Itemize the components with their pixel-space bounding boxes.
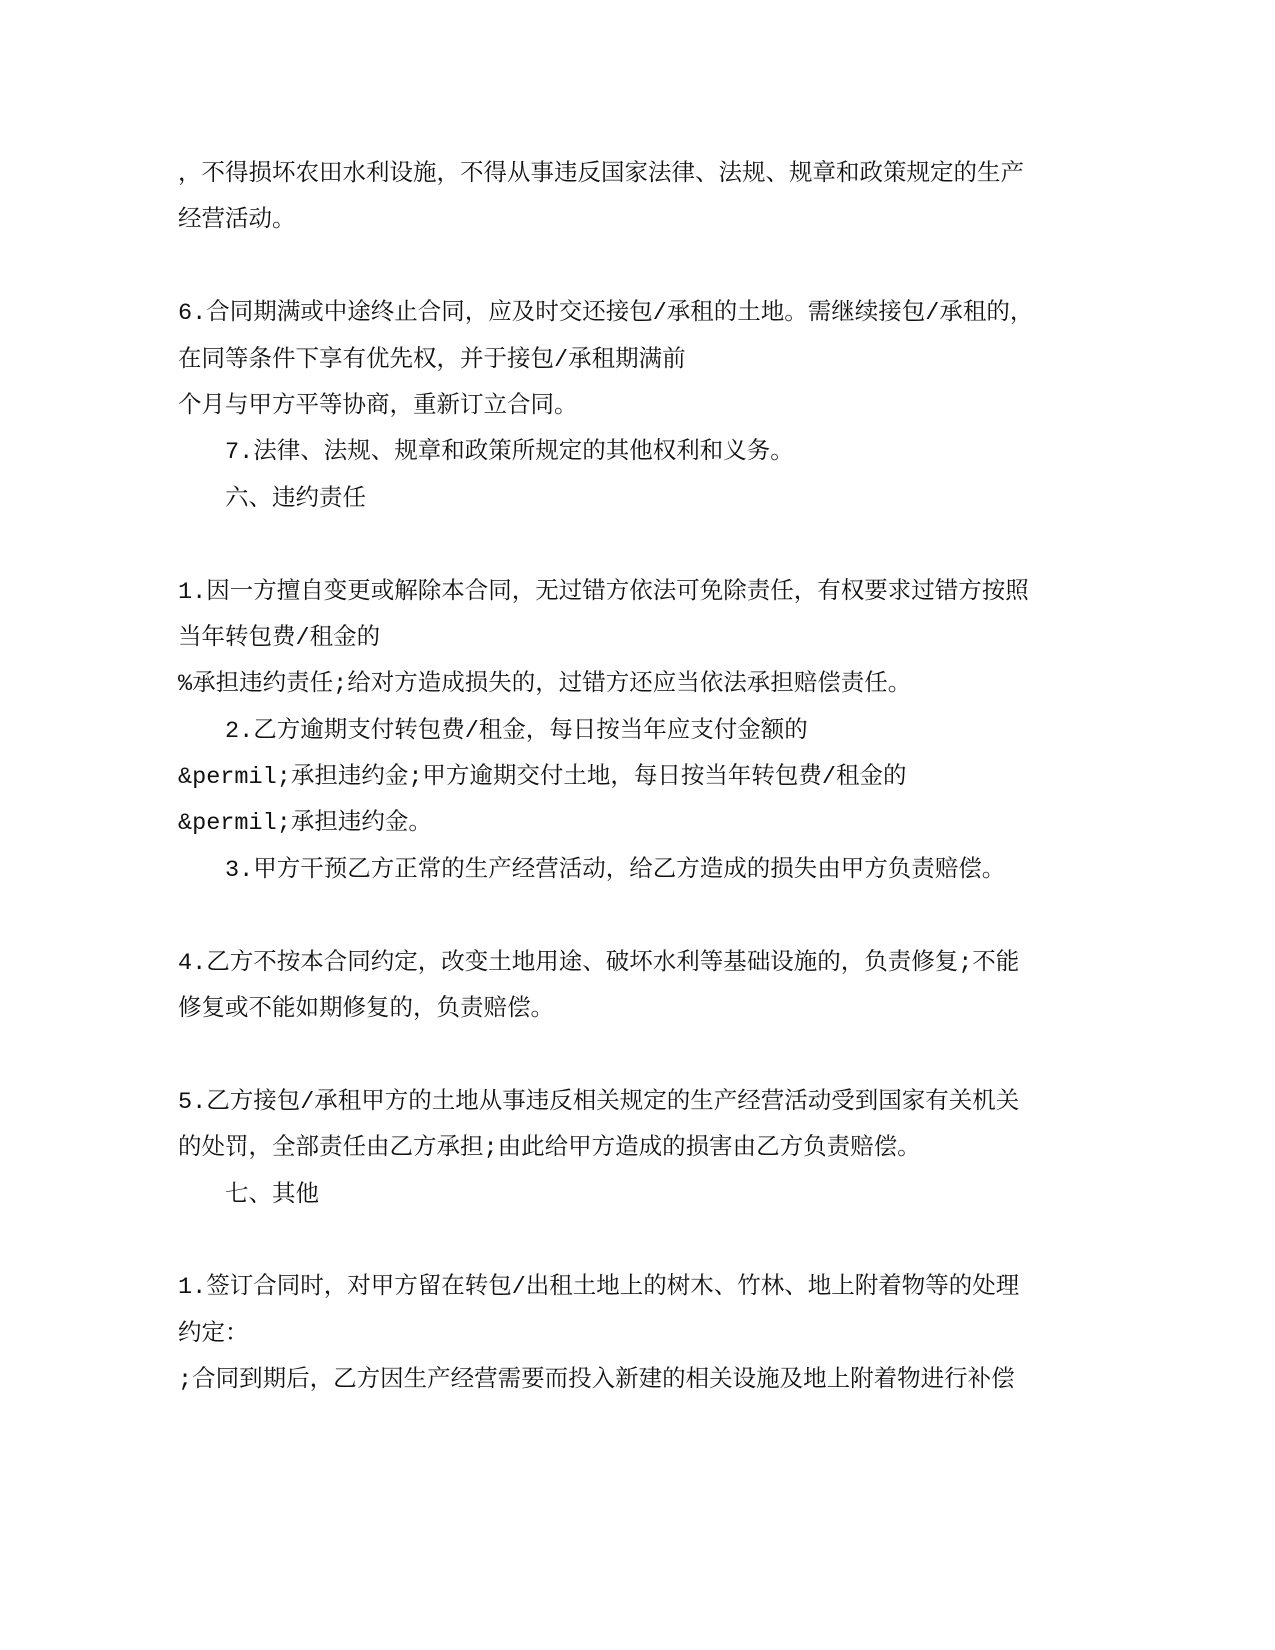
text-line: 经营活动。 xyxy=(178,207,296,235)
clause-7-line: 7.法律、法规、规章和政策所规定的其他权利和义务。 xyxy=(225,439,794,467)
text-line: 当年转包费/租金的 xyxy=(178,624,381,652)
text-line: ;合同到期后，乙方因生产经营需要而投入新建的相关设施及地上附着物进行补偿 xyxy=(178,1367,1015,1395)
clause-5-line: 5.乙方接包/承租甲方的土地从事违反相关规定的生产经营活动受到国家有关机关 xyxy=(178,1088,1020,1116)
text-line: 修复或不能如期修复的，负责赔偿。 xyxy=(178,996,554,1024)
blank-line xyxy=(178,523,1275,569)
text-line: %承担违约责任;给对方造成损失的，过错方还应当依法承担赔偿责任。 xyxy=(178,671,912,699)
text-line: 约定： xyxy=(178,1320,249,1348)
blank-line xyxy=(178,894,1275,940)
section-heading: 七、其他 xyxy=(225,1181,319,1209)
clause-6-line: 6.合同期满或中途终止合同，应及时交还接包/承租的土地。需继续接包/承租的， xyxy=(178,300,1034,328)
text-line: &permil;承担违约金。 xyxy=(178,810,432,838)
text-line: 在同等条件下享有优先权，并于接包/承租期满前 xyxy=(178,346,686,374)
text-line: &permil;承担违约金;甲方逾期交付土地，每日按当年转包费/租金的 xyxy=(178,764,907,792)
clause-1-line: 1.因一方擅自变更或解除本合同，无过错方依法可免除责任，有权要求过错方按照 xyxy=(178,578,1029,606)
clause-4-line: 4.乙方不按本合同约定，改变土地用途、破坏水利等基础设施的，负责修复;不能 xyxy=(178,949,1020,977)
section-heading: 六、违约责任 xyxy=(225,485,366,513)
blank-line xyxy=(178,1219,1275,1265)
clause-2-line: 2.乙方逾期支付转包费/租金，每日按当年应支付金额的 xyxy=(225,717,808,745)
text-line: ，不得损坏农田水利设施，不得从事违反国家法律、法规、规章和政策规定的生产 xyxy=(178,161,1024,188)
blank-line xyxy=(178,245,1275,291)
text-line: 的处罚，全部责任由乙方承担;由此给甲方造成的损害由乙方负责赔偿。 xyxy=(178,1135,921,1163)
clause-1-line: 1.签订合同时，对甲方留在转包/出租土地上的树木、竹林、地上附着物等的处理 xyxy=(178,1274,1020,1302)
clause-3-line: 3.甲方干预乙方正常的生产经营活动，给乙方造成的损失由甲方负责赔偿。 xyxy=(225,856,1006,884)
blank-line xyxy=(178,1033,1275,1079)
text-line: 个月与甲方平等协商，重新订立合同。 xyxy=(178,392,578,420)
